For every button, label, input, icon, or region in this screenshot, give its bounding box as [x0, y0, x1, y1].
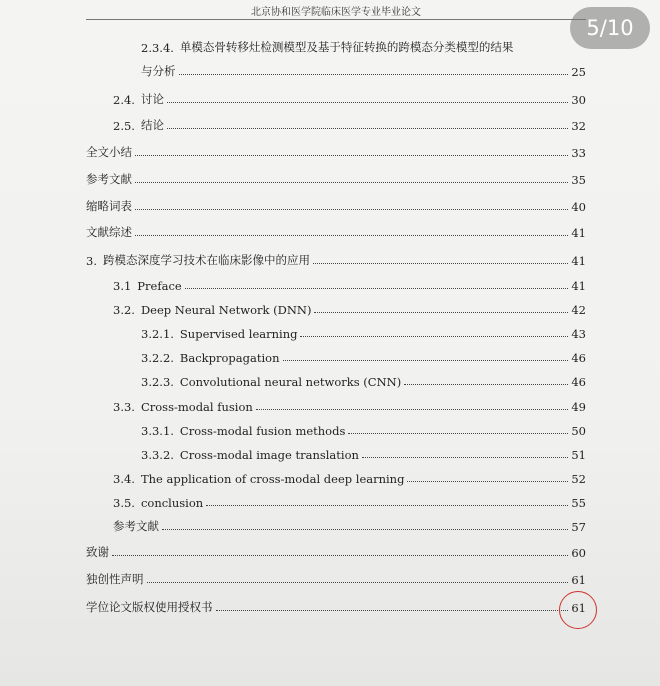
dot-leader [167, 128, 568, 129]
dot-leader [112, 555, 568, 556]
dot-leader [206, 505, 568, 506]
dot-leader [314, 312, 568, 313]
toc-page: 61 [571, 601, 586, 615]
red-circle-annotation [559, 591, 597, 629]
toc-title: Cross-modal fusion [140, 400, 253, 414]
toc-entry-summary[interactable] [86, 140, 586, 160]
dot-leader [135, 182, 568, 183]
dot-leader [185, 288, 569, 289]
toc-page: 35 [571, 173, 586, 187]
toc-page: 49 [571, 400, 586, 414]
toc-title: 讨论 [140, 92, 164, 106]
toc-title: 学位论文版权使用授权书 [86, 600, 213, 614]
toc-title: 文献综述 [86, 225, 132, 239]
toc-title: Cross-modal fusion methods [179, 424, 346, 438]
toc-entry-3-2-1[interactable] [141, 321, 586, 341]
toc-title: 独创性声明 [86, 572, 144, 586]
toc-page: 41 [571, 254, 586, 268]
toc-entry-3-5[interactable] [113, 490, 586, 510]
toc-page: 25 [571, 65, 586, 79]
toc-number: 3.3.2. [141, 448, 174, 462]
toc-page: 46 [571, 351, 586, 365]
toc-title: Cross-modal image translation [179, 448, 359, 462]
toc-entry-2-3-4[interactable] [141, 59, 586, 79]
toc-entry-3-2-3[interactable] [141, 369, 586, 389]
toc-title: conclusion [140, 496, 204, 510]
toc-page: 43 [571, 327, 586, 341]
toc-entry-abbreviations[interactable] [86, 194, 586, 214]
toc-title: Convolutional neural networks (CNN) [179, 375, 402, 389]
toc-entry-2-3-4-line1 [141, 35, 586, 55]
toc-page: 40 [571, 200, 586, 214]
toc-title-continued: 与分析 [141, 64, 176, 78]
toc-title: 结论 [140, 118, 164, 132]
toc-entry-originality-statement[interactable] [86, 567, 586, 587]
toc-number: 3.3.1. [141, 424, 174, 438]
toc-page: 46 [571, 375, 586, 389]
toc-number: 3.3. [113, 400, 135, 414]
toc-title: Preface [137, 279, 182, 293]
toc-title: Supervised learning [179, 327, 298, 341]
toc-title: 参考文献 [86, 172, 132, 186]
dot-leader [167, 102, 568, 103]
toc-entry-3-3[interactable] [113, 394, 586, 414]
toc-entry-3-2[interactable] [113, 297, 586, 317]
toc-title: Deep Neural Network (DNN) [140, 303, 312, 317]
dot-leader [362, 457, 568, 458]
toc-number: 3. [86, 254, 97, 268]
toc-entry-literature-review[interactable] [86, 220, 586, 240]
toc-page: 61 [571, 573, 586, 587]
toc-page: 41 [571, 226, 586, 240]
toc-number: 3.4. [113, 472, 135, 486]
toc-page: 51 [571, 448, 586, 462]
toc-page: 60 [571, 546, 586, 560]
toc-title: 全文小结 [86, 145, 132, 159]
toc-number: 3.2.3. [141, 375, 174, 389]
running-header: 北京协和医学院临床医学专业毕业论文 [251, 7, 421, 18]
toc-page: 42 [571, 303, 586, 317]
toc-entry-2-4[interactable] [113, 87, 586, 107]
toc-title: 跨模态深度学习技术在临床影像中的应用 [102, 253, 310, 267]
toc-number: 3.2. [113, 303, 135, 317]
toc-number: 3.2.1. [141, 327, 174, 341]
toc-page: 52 [571, 472, 586, 486]
dot-leader [135, 209, 568, 210]
dot-leader [404, 384, 568, 385]
toc-number: 2.3.4. [141, 41, 174, 55]
toc-entry-2-5[interactable] [113, 113, 586, 133]
dot-leader [256, 409, 569, 410]
toc-page: 50 [571, 424, 586, 438]
toc-entry-references-2[interactable] [113, 514, 586, 534]
dot-leader [283, 360, 569, 361]
toc-title: Backpropagation [179, 351, 280, 365]
toc-entry-3-1[interactable] [113, 273, 586, 293]
toc-number: 2.4. [113, 93, 135, 107]
toc-entry-3[interactable] [86, 248, 586, 268]
dot-leader [162, 529, 568, 530]
toc-title: 缩略词表 [86, 199, 132, 213]
toc-page: 55 [571, 496, 586, 510]
toc-entry-3-2-2[interactable] [141, 345, 586, 365]
dot-leader [135, 155, 568, 156]
toc-page: 30 [571, 93, 586, 107]
toc-entry-references[interactable] [86, 167, 586, 187]
toc-title: 参考文献 [113, 519, 159, 533]
toc-page: 33 [571, 146, 586, 160]
toc-page: 32 [571, 119, 586, 133]
toc-page: 57 [571, 520, 586, 534]
dot-leader [147, 582, 569, 583]
page-counter-badge: 5/10 [570, 7, 650, 49]
toc-title: 致谢 [86, 545, 109, 559]
toc-number: 3.2.2. [141, 351, 174, 365]
toc-entry-3-4[interactable] [113, 466, 586, 486]
toc-page: 41 [571, 279, 586, 293]
toc-entry-acknowledgements[interactable] [86, 540, 586, 560]
toc-entry-3-3-2[interactable] [141, 442, 586, 462]
dot-leader [407, 481, 568, 482]
dot-leader [300, 336, 568, 337]
dot-leader [313, 263, 568, 264]
toc-number: 3.5. [113, 496, 135, 510]
toc-entry-3-3-1[interactable] [141, 418, 586, 438]
dot-leader [216, 610, 569, 611]
toc-entry-copyright-authorization[interactable] [86, 595, 586, 615]
toc-title: The application of cross-modal deep learning [140, 472, 405, 486]
dot-leader [179, 74, 569, 75]
dot-leader [348, 433, 568, 434]
toc-title: 单模态骨转移灶检测模型及基于特征转换的跨模态分类模型的结果 [179, 40, 514, 54]
toc-number: 2.5. [113, 119, 135, 133]
dot-leader [135, 235, 568, 236]
toc-number: 3.1 [113, 279, 132, 293]
